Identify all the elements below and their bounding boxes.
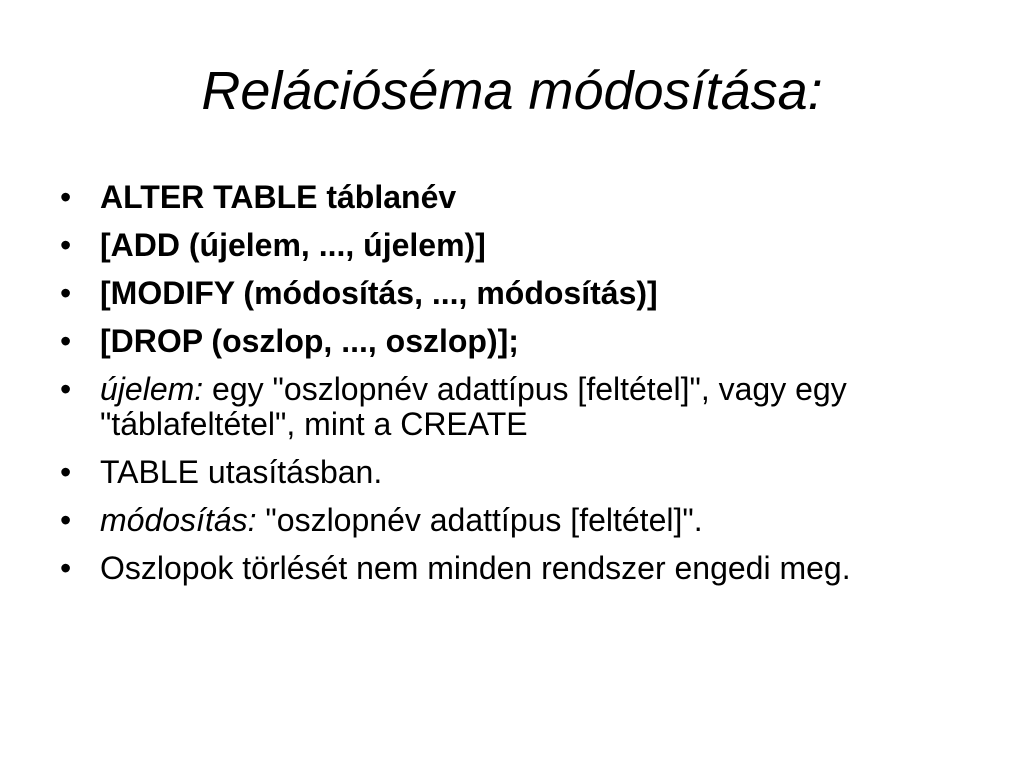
bullet-dot-icon: •	[60, 454, 72, 490]
bullet-dot-icon: •	[60, 275, 72, 311]
bullet-text: "oszlopnév adattípus [feltétel]".	[256, 502, 703, 538]
bullet-item-drop	[58, 324, 978, 359]
bullet-item-ujelem	[58, 372, 978, 442]
bullet-text: TABLE utasításban.	[100, 454, 383, 490]
bullet-item-modositas	[58, 503, 978, 538]
bullet-text: [DROP (oszlop, ..., oszlop)];	[100, 323, 519, 359]
bullet-list	[58, 180, 978, 599]
bullet-text: Oszlopok törlését nem minden rendszer engedi meg.	[100, 550, 851, 586]
bullet-item-table-statement	[58, 455, 978, 490]
bullet-item-drop-support	[58, 551, 978, 586]
bullet-lead-term: módosítás:	[100, 502, 257, 538]
bullet-item-add	[58, 228, 978, 263]
bullet-dot-icon: •	[60, 502, 72, 538]
bullet-text: ALTER TABLE táblanév	[100, 179, 457, 215]
bullet-item-alter-table	[58, 180, 978, 215]
bullet-dot-icon: •	[60, 323, 72, 359]
bullet-dot-icon: •	[60, 179, 72, 215]
bullet-dot-icon: •	[60, 227, 72, 263]
bullet-dot-icon: •	[60, 371, 72, 407]
slide-title: Relációséma módosítása:	[201, 61, 823, 121]
bullet-lead-term: újelem:	[100, 371, 204, 407]
bullet-dot-icon: •	[60, 550, 72, 586]
bullet-text: [MODIFY (módosítás, ..., módosítás)]	[100, 275, 658, 311]
bullet-text: egy "oszlopnév adattípus [feltétel]", vagy egy "táblafeltétel", mint a CREATE	[100, 371, 847, 442]
bullet-item-modify	[58, 276, 978, 311]
bullet-text: [ADD (újelem, ..., újelem)]	[100, 227, 486, 263]
